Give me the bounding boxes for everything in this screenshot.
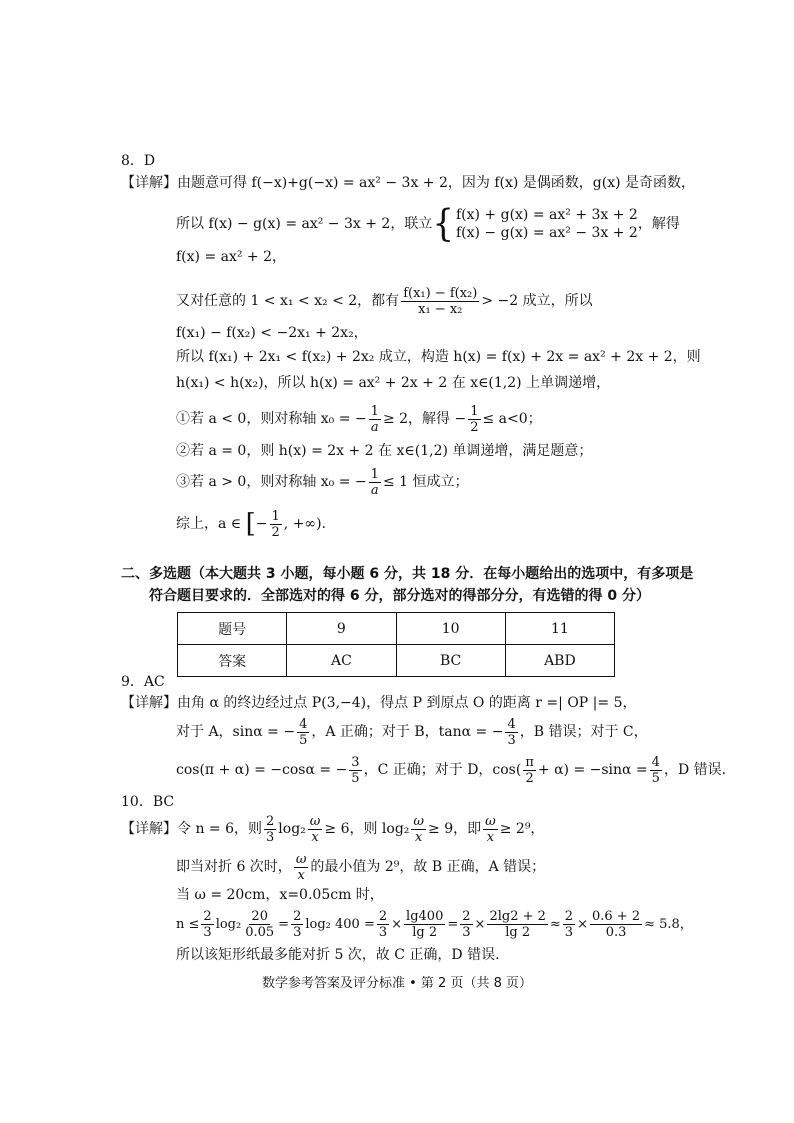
q10-g9 xyxy=(590,909,642,940)
system-eq-1: f(x) + g(x) = ax² + 3x + 2 xyxy=(455,207,638,223)
q9-n5: 4 xyxy=(651,754,660,770)
q8-text-4b: > −2 成立，所以 xyxy=(481,293,593,309)
section2-title-line-2: 符合题目要求的．全部选对的得 6 分，部分选对的得部分分，有选错的得 0 分） xyxy=(149,588,650,604)
q8-line-6: 所以 f(x₁) + 2x₁ < f(x₂) + 2x₂ 成立，构造 h(x) = f(x) + 2x = ax² + 2x + 2，则 xyxy=(176,349,701,365)
table-header-cell: 9 xyxy=(287,613,396,645)
q10-line-4 xyxy=(176,907,693,943)
summary-a: 综上，a ∈ xyxy=(176,516,242,532)
q10-2b: 的最小值为 2⁹，故 B 正确，A 错误； xyxy=(310,859,546,875)
q10-f2n: ω xyxy=(309,813,321,829)
q9-frac-2 xyxy=(505,717,517,748)
summary-frac xyxy=(270,509,282,540)
q8-line-4 xyxy=(176,284,593,318)
q10-4g: = xyxy=(447,917,459,932)
q8-line-7: h(x₁) < h(x₂)，所以 h(x) = ax² + 2x + 2 在 x∈(1,2) 上单调递增， xyxy=(176,375,611,391)
equation-system xyxy=(456,206,638,242)
q10-4c: = xyxy=(278,917,290,932)
q8-fraction xyxy=(401,286,479,317)
q10-g3n: 2 xyxy=(293,909,302,924)
q9-line-2 xyxy=(176,714,648,750)
q9-n4: π xyxy=(525,754,534,770)
q10-g8n: 2 xyxy=(564,909,574,924)
case1-den-1: a xyxy=(370,419,379,435)
q9-text-1: 由角 α 的终边经过点 P(3,−4)，得点 P 到原点 O 的距离 r =| OP |= 5， xyxy=(177,695,637,711)
q10-g4 xyxy=(377,909,389,940)
q9-d1: 5 xyxy=(299,732,308,748)
q10-1b: log₂ xyxy=(278,821,306,837)
q10-f4d: x xyxy=(486,829,495,845)
q10-g3d: 3 xyxy=(293,925,302,940)
q10-g9d: 0.3 xyxy=(605,925,627,940)
q10-f2 xyxy=(308,814,323,845)
case1-b: ≥ 2，解得 − xyxy=(382,411,467,427)
q10-f1d: 3 xyxy=(266,829,275,845)
q10-4i: ≈ xyxy=(549,917,561,932)
q8-frac-num: f(x₁) − f(x₂) xyxy=(403,285,478,301)
table-row xyxy=(178,645,615,677)
system-eq-2: f(x) − g(x) = ax² − 3x + 2 xyxy=(455,225,638,241)
q8-line-3: f(x) = ax² + 2， xyxy=(176,249,287,265)
q9-n2: 4 xyxy=(507,716,516,732)
q8-detail-label: 【详解】 xyxy=(121,175,177,191)
case3-a: ③若 a > 0，则对称轴 x₀ = − xyxy=(176,474,367,490)
q10-g3 xyxy=(291,909,303,940)
table-header-cell: 题号 xyxy=(178,613,287,645)
table-header-cell: 11 xyxy=(505,613,614,645)
q10-g2d: 0.05 xyxy=(245,925,275,940)
left-bracket-icon: [ xyxy=(245,509,256,539)
case3-den: a xyxy=(370,482,379,498)
q10-1d: ≥ 9，即 xyxy=(428,821,482,837)
q10-4h: × xyxy=(474,917,486,932)
q9-2c: ，B 错误；对于 C， xyxy=(519,724,648,740)
q10-g1 xyxy=(201,909,213,940)
summary-num: 1 xyxy=(271,508,280,524)
q8-line-2 xyxy=(176,204,680,244)
q10-g2 xyxy=(243,909,276,940)
q10-1a: 令 n = 6，则 xyxy=(177,821,263,837)
q10-4f: × xyxy=(391,917,403,932)
q10-2a: 即当对折 6 次时， xyxy=(176,859,292,875)
case1-num-2: 1 xyxy=(470,403,479,419)
q10-g2n: 20 xyxy=(251,909,268,924)
q10-f4 xyxy=(483,814,498,845)
q10-heading: 10．BC xyxy=(121,794,175,810)
q8-text-2a: 所以 f(x) − g(x) = ax² − 3x + 2，联立 xyxy=(176,216,433,232)
q9-d2: 3 xyxy=(507,732,516,748)
q9-2b: ，A 正确；对于 B，tanα = − xyxy=(311,724,504,740)
q10-g8d: 3 xyxy=(564,925,574,940)
q9-heading: 9．AC xyxy=(121,674,165,690)
q10-line-5: 所以该矩形纸最多能对折 5 次，故 C 正确，D 错误. xyxy=(176,947,500,963)
q10-g6d: 3 xyxy=(462,925,471,940)
q10-4k: ≈ 5.8， xyxy=(644,917,693,932)
case1-a: ①若 a < 0，则对称轴 x₀ = − xyxy=(176,411,367,427)
q10-line-3: 当 ω = 20cm，x=0.05cm 时， xyxy=(176,887,384,903)
table-cell: ABD xyxy=(505,645,614,677)
table-cell: 答案 xyxy=(178,645,287,677)
brace-icon: { xyxy=(432,202,454,246)
q10-g4d: 3 xyxy=(378,925,388,940)
q10-f5n: ω xyxy=(295,851,307,867)
q10-g1n: 2 xyxy=(203,909,212,924)
q10-g7 xyxy=(487,909,547,940)
q9-line-1 xyxy=(121,692,636,714)
answer-table xyxy=(177,612,615,677)
q9-frac-3 xyxy=(349,755,361,786)
q10-f4n: ω xyxy=(485,813,496,829)
q10-g7n: 2lg2 + 2 xyxy=(489,909,546,924)
q10-g9n: 0.6 + 2 xyxy=(591,909,641,924)
q9-detail-label: 【详解】 xyxy=(121,695,177,711)
q10-line-1 xyxy=(121,812,544,846)
q9-3d: ，D 错误. xyxy=(663,762,727,778)
case1-frac-2 xyxy=(468,404,480,435)
q9-3a: cos(π + α) = −cosα = − xyxy=(176,762,348,778)
q9-d3: 5 xyxy=(351,770,360,786)
q10-f5d: x xyxy=(297,867,305,883)
q10-f5 xyxy=(294,852,309,883)
q10-g6 xyxy=(460,909,472,940)
q10-g4n: 2 xyxy=(378,909,388,924)
q10-4j: × xyxy=(577,917,588,932)
case1-c: ≤ a<0； xyxy=(482,411,542,427)
case1-frac-1 xyxy=(369,404,381,435)
q10-f3d: x xyxy=(415,829,423,845)
table-cell: AC xyxy=(287,645,396,677)
q9-n1: 4 xyxy=(299,716,308,732)
q8-text-1: 由题意可得 f(−x)+g(−x) = ax² − 3x + 2，因为 f(x) 是偶函数，g(x) 是奇函数， xyxy=(177,175,696,191)
q9-3b: ，C 正确；对于 D，cos( xyxy=(363,762,522,778)
table-cell: BC xyxy=(396,645,505,677)
q10-g5 xyxy=(404,909,445,940)
q9-frac-1 xyxy=(297,717,309,748)
q10-f3n: ω xyxy=(413,813,425,829)
case3-frac xyxy=(369,467,381,498)
q8-line-1 xyxy=(121,172,695,194)
q8-line-5: f(x₁) − f(x₂) < −2x₁ + 2x₂， xyxy=(176,325,368,341)
table-row xyxy=(178,613,615,645)
q9-2a: 对于 A，sinα = − xyxy=(176,724,296,740)
q9-n3: 3 xyxy=(351,754,360,770)
q9-d4: 2 xyxy=(525,770,534,786)
q10-4b: log₂ xyxy=(215,917,242,932)
q10-g6n: 2 xyxy=(462,909,471,924)
q9-frac-4 xyxy=(523,755,536,786)
q9-frac-5 xyxy=(650,755,662,786)
q9-line-3 xyxy=(176,752,726,788)
summary-b: , +∞). xyxy=(283,516,327,532)
table-header-cell: 10 xyxy=(396,613,505,645)
case3-num: 1 xyxy=(370,466,379,482)
q10-g7d: lg 2 xyxy=(505,925,531,940)
section2-title-line-1: 二、多选题（本大题共 3 小题，每小题 6 分，共 18 分．在每小题给出的选项中，有多项是 xyxy=(121,566,694,582)
case1-num-1: 1 xyxy=(370,403,379,419)
q10-g5n: lg400 xyxy=(406,909,444,924)
q8-summary: 综上，a ∈ [− $\frac{1}{2}$ , +∞). xyxy=(176,508,327,540)
summary-den: 2 xyxy=(271,524,280,540)
q9-3c: + α) = −sinα = xyxy=(537,762,648,778)
q8-text-2b: ，解得 xyxy=(637,216,680,232)
q8-case-2: ②若 a = 0，则 h(x) = 2x + 2 在 x∈(1,2) 单调递增，满足题意； xyxy=(176,443,593,459)
page-footer: 数学参考答案及评分标准 • 第 2 页（共 8 页） xyxy=(261,976,532,991)
q10-f1n: 2 xyxy=(266,813,275,829)
q8-heading: 8．D xyxy=(121,153,156,169)
q10-f3 xyxy=(411,814,426,845)
q10-4a: n ≤ xyxy=(176,917,200,932)
q10-g1d: 3 xyxy=(203,925,212,940)
q10-1e: ≥ 2⁹， xyxy=(499,821,545,837)
q10-line-2 xyxy=(176,850,545,884)
q10-detail-label: 【详解】 xyxy=(121,821,177,837)
q8-text-4a: 又对任意的 1 < x₁ < x₂ < 2，都有 xyxy=(176,293,400,309)
q8-case-3 xyxy=(176,465,468,499)
case1-den-2: 2 xyxy=(470,419,479,435)
q10-f2d: x xyxy=(311,829,319,845)
q9-d5: 5 xyxy=(651,770,660,786)
q10-1c: ≥ 6，则 log₂ xyxy=(324,821,410,837)
q10-4e: log₂ 400 = xyxy=(305,917,375,932)
case3-b: ≤ 1 恒成立； xyxy=(382,474,469,490)
q10-g8 xyxy=(563,909,575,940)
q10-g5d: lg 2 xyxy=(412,925,438,940)
q10-f1 xyxy=(264,814,276,845)
q8-case-1 xyxy=(176,402,542,436)
q8-frac-den: x₁ − x₂ xyxy=(418,301,463,317)
